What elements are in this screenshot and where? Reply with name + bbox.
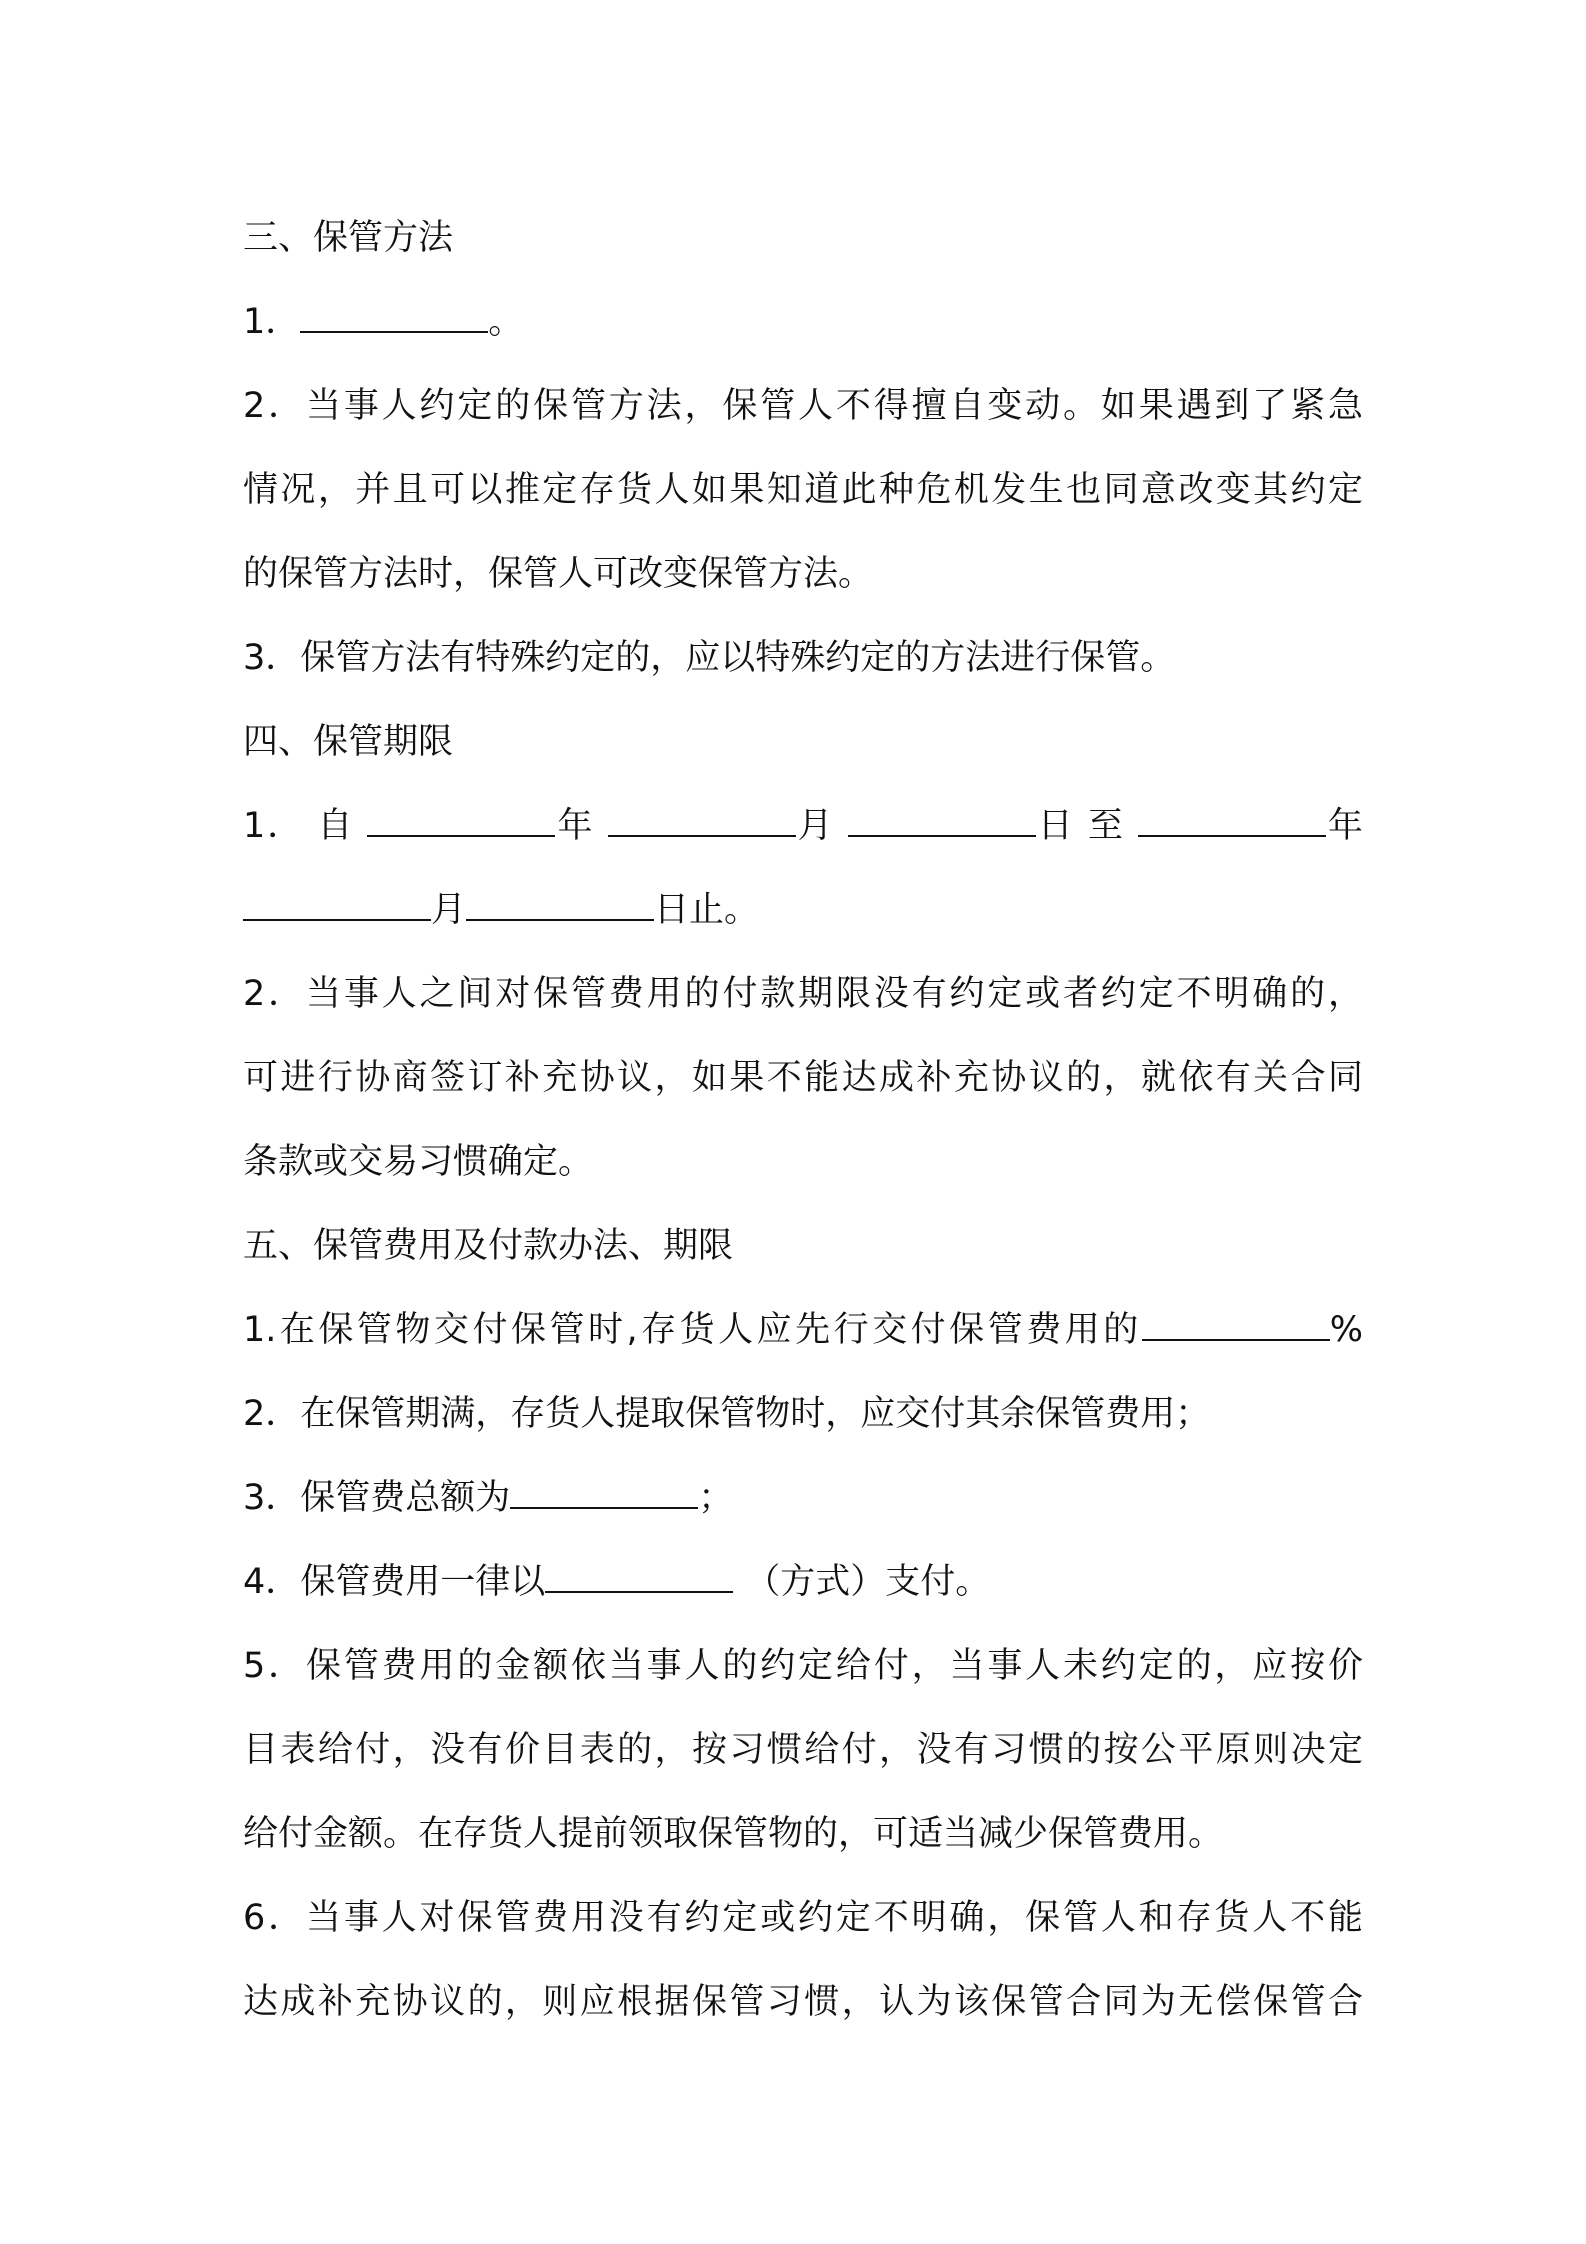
- storage-period-item-2-line-3: 条款或交易习惯确定。: [243, 1142, 594, 1182]
- end-month-field[interactable]: [243, 889, 431, 921]
- storage-fee-item-5-line-1: 5．保管费用的金额依当事人的约定给付，当事人未约定的，应按价: [243, 1646, 1363, 1686]
- year-label: 年: [1325, 806, 1363, 846]
- day-end-label: 日止。: [654, 890, 760, 930]
- storage-fee-item-2: 2．在保管期满，存货人提取保管物时，应交付其余保管费用；: [243, 1394, 1211, 1434]
- storage-period-item-1-line-1: [243, 784, 1363, 868]
- storage-method-item-2-line-1: 2．当事人约定的保管方法，保管人不得擅自变动。如果遇到了紧急: [243, 386, 1363, 426]
- total-fee-field[interactable]: [510, 1477, 698, 1509]
- to-label: 至: [1087, 806, 1125, 846]
- storage-fee-item-6-line-1: 6．当事人对保管费用没有约定或约定不明确，保管人和存货人不能: [243, 1898, 1363, 1938]
- start-day-field[interactable]: [848, 805, 1036, 837]
- start-month-field[interactable]: [608, 805, 796, 837]
- storage-fee-item-5-line-2: 目表给付，没有价目表的，按习惯给付，没有习惯的按公平原则决定: [243, 1730, 1363, 1770]
- end-year-field[interactable]: [1138, 805, 1326, 837]
- prepay-percent-field[interactable]: [1142, 1309, 1330, 1341]
- section-heading-storage-fee: 五、保管费用及付款办法、期限: [243, 1226, 734, 1266]
- item-text: 1.在保管物交付保管时,存货人应先行交付保管费用的: [243, 1310, 1142, 1350]
- percent-sign: %: [1329, 1310, 1363, 1350]
- storage-period-item-2-line-2: 可进行协商签订补充协议，如果不能达成补充协议的，就依有关合同: [243, 1058, 1363, 1098]
- month-label: 月: [795, 806, 835, 846]
- storage-period-item-2-line-1: 2．当事人之间对保管费用的付款期限没有约定或者约定不明确的，: [243, 974, 1363, 1014]
- item-suffix: ；: [698, 1478, 734, 1518]
- start-year-field[interactable]: [367, 805, 555, 837]
- section-heading-storage-method: 三、保管方法: [243, 218, 454, 258]
- day-label: 日: [1035, 806, 1075, 846]
- item-text: 4．保管费用一律以: [243, 1562, 546, 1602]
- storage-fee-item-6-line-2: 达成补充协议的，则应根据保管习惯，认为该保管合同为无偿保管合: [243, 1982, 1363, 2022]
- month-label: 月: [431, 890, 467, 930]
- storage-method-item-3: 3．保管方法有特殊约定的，应以特殊约定的方法进行保管。: [243, 638, 1176, 678]
- storage-fee-item-4: [243, 1540, 1363, 1624]
- document-page: [243, 196, 1363, 2044]
- item-number: 1．: [243, 302, 301, 342]
- storage-method-item-1: [243, 280, 1363, 364]
- item-suffix: 。: [488, 302, 524, 342]
- blank-field[interactable]: [300, 301, 488, 333]
- storage-fee-item-1: [243, 1288, 1363, 1372]
- storage-fee-item-5-line-3: 给付金额。在存货人提前领取保管物的，可适当减少保管费用。: [243, 1814, 1224, 1854]
- storage-method-item-2-line-3: 的保管方法时，保管人可改变保管方法。: [243, 554, 874, 594]
- payment-method-field[interactable]: [545, 1561, 733, 1593]
- storage-fee-item-3: [243, 1456, 1363, 1540]
- year-label: 年: [555, 806, 595, 846]
- storage-period-item-1-line-2: [243, 868, 1363, 952]
- item-suffix: （方式）支付。: [745, 1562, 991, 1602]
- item-number: 1． 自: [243, 806, 355, 846]
- item-text: 3．保管费总额为: [243, 1478, 511, 1518]
- storage-method-item-2-line-2: 情况，并且可以推定存货人如果知道此种危机发生也同意改变其约定: [243, 470, 1363, 510]
- end-day-field[interactable]: [466, 889, 654, 921]
- section-heading-storage-period: 四、保管期限: [243, 722, 454, 762]
